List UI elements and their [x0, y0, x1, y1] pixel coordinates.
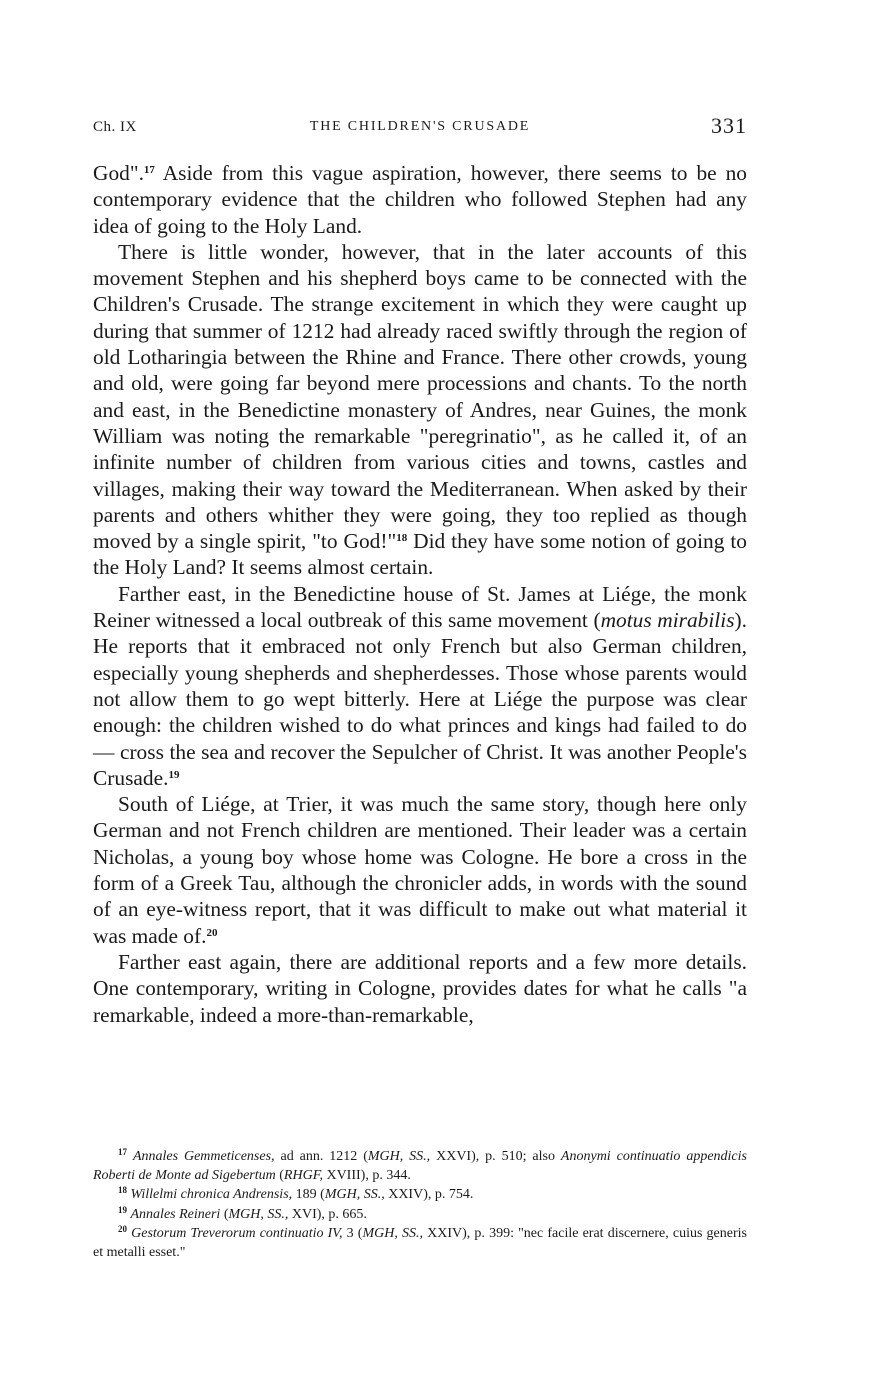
running-title: THE CHILDREN'S CRUSADE — [309, 119, 531, 134]
footnote-20: $^{20}$ Gestorum Treverorum continuatio IV, 3 (MGH, SS., XXIV), p. 399: "nec facile erat discernere, cuius generis et metalli esset." — [93, 1223, 747, 1261]
footnote-19: $^{19}$ Annales Reineri (MGH, SS., XVI), p. 665. — [118, 1204, 367, 1222]
paragraph-1: God".$^{17}$ Aside from this vague aspiration, however, there seems to be no contemporary evidence that the children who followed Stephen had any idea of going to the Holy Land. — [93, 161, 747, 238]
footnote-17: $^{17}$ Annales Gemmeticenses, ad ann. 1212 (MGH, SS., XXVI), p. 510; also Anonymi continuatio appendicis Roberti de Monte ad Sigebertum (RHGF, XVIII), p. 344. — [93, 1147, 747, 1184]
page-number: 331 — [711, 113, 747, 138]
running-header — [93, 113, 747, 143]
chapter-label: Ch. IX — [93, 119, 137, 135]
paragraph-5: Farther east again, there are additional reports and a few more details. One contemporary, writing in Cologne, provides dates for what he calls "a remarkable, indeed a more-than-remarkable, — [93, 949, 747, 1027]
body-text — [93, 160, 747, 1028]
paragraph-3: Farther east, in the Benedictine house of St. James at Liége, the monk Reiner witnessed a local outbreak of this same movement (motus mirabilis). He reports that it embraced not only French but also German children, especially young shepherds and shepherdesses. Those whose parents would not allow them to go wept bitterly. Here at Liége the purpose was clear enough: the children wished to do what princes and kings had failed to do — cross the sea and recover the Sepulcher of Christ. It was another People's Crusade.$^{19}$ — [93, 581, 748, 790]
footnote-ref-18: 18 — [396, 532, 408, 545]
footnotes — [93, 1147, 747, 1262]
paragraph-2: There is little wonder, however, that in the later accounts of this movement Stephen and his shepherd boys came to be connected with the Children's Crusade. The strange excitement in which they were caught up during that summer of 1212 had already raced swiftly through the region of old Lotharingia between the Rhine and France. There other crowds, young and old, were going far beyond mere processions and chants. To the north and east, in the Benedictine monastery of Andres, near Guines, the monk William was noting the remarkable "peregrinatio", as he called it, of an infinite number of children from various cities and towns, castles and villages, making their way toward the Mediterranean. When asked by their parents and others whither they were going, they too replied as though moved by a single spirit, "to God!"$^{18}$ Did they have some notion of going to the Holy Land? It seems almost certain. — [93, 239, 747, 580]
paragraph-4: South of Liége, at Trier, it was much the same story, though here only German and not French children are mentioned. Their leader was a certain Nicholas, a young boy whose home was Cologne. He bore a cross in the form of a Greek Tau, although the chronicler adds, in words with the sound of an eye-witness report, that it was difficult to make out what material it was made of.$^{20}$ — [93, 792, 747, 948]
footnote-18: $^{18}$ Willelmi chronica Andrensis, 189 (MGH, SS., XXIV), p. 754. — [118, 1185, 474, 1203]
footnote-ref-19: 19 — [168, 768, 180, 781]
footnote-ref-17: 17 — [143, 164, 155, 176]
footnote-ref-20: 20 — [206, 926, 218, 939]
